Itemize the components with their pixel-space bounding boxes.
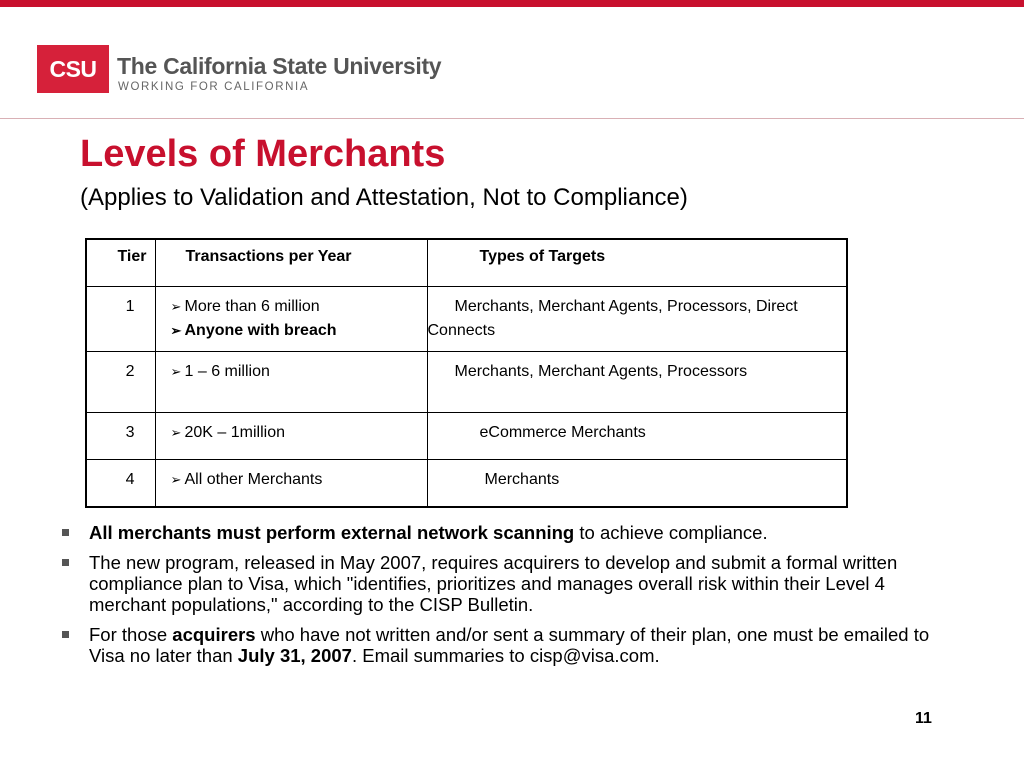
arrow-bullet-icon: ➢ (170, 364, 182, 379)
csu-logo-tagline: WORKING FOR CALIFORNIA (118, 81, 310, 93)
transaction-item: ➢ All other Merchants (171, 468, 419, 492)
tier-cell: 3 (86, 413, 155, 460)
square-bullet-icon (62, 529, 69, 536)
table-row (86, 352, 847, 413)
list-item: All merchants must perform external network scanning to achieve compliance. (62, 522, 952, 543)
arrow-bullet-icon: ➢ (170, 425, 182, 440)
transactions-cell (155, 287, 427, 352)
table-row (86, 460, 847, 508)
arrow-bullet-icon: ➢ (170, 472, 182, 487)
transaction-item: ➢ Anyone with breach (171, 319, 419, 343)
targets-cell: Merchants, Merchant Agents, Processors, Direct Connects (427, 287, 847, 352)
tier-cell: 1 (86, 287, 155, 352)
tier-cell: 2 (86, 352, 155, 413)
arrow-bullet-icon: ➢ (170, 323, 182, 338)
transactions-cell (155, 413, 427, 460)
merchant-levels-table (85, 238, 848, 508)
arrow-bullet-icon: ➢ (170, 299, 182, 314)
page-number: 11 (915, 710, 932, 727)
table-header-row (86, 239, 847, 287)
header-targets: Types of Targets (427, 239, 847, 287)
tier-cell: 4 (86, 460, 155, 508)
header-tier: Tier (86, 239, 155, 287)
slide-title: Levels of Merchants (80, 133, 446, 175)
header-divider (0, 118, 1024, 119)
square-bullet-icon (62, 559, 69, 566)
table-row (86, 287, 847, 352)
targets-cell: Merchants, Merchant Agents, Processors (427, 352, 847, 413)
transaction-item: ➢ More than 6 million (171, 295, 419, 319)
transactions-cell (155, 460, 427, 508)
csu-logo-name: The California State University (117, 53, 442, 79)
top-accent-bar (0, 0, 1024, 7)
list-item: For those acquirers who have not written and/or sent a summary of their plan, one must be emailed to Visa no later than July 31, 2007. Email summaries to cisp@visa.com. (62, 624, 952, 666)
transactions-cell (155, 352, 427, 413)
transaction-item: ➢ 20K – 1million (171, 421, 419, 445)
targets-cell: Merchants (427, 460, 847, 508)
csu-logo-mark: CSU (37, 45, 109, 93)
header-transactions: Transactions per Year (155, 239, 427, 287)
table-row (86, 413, 847, 460)
square-bullet-icon (62, 631, 69, 638)
transaction-item: ➢ 1 – 6 million (171, 360, 419, 384)
slide-subtitle: (Applies to Validation and Attestation, Not to Compliance) (80, 184, 688, 211)
bullet-list (62, 522, 952, 675)
list-item: The new program, released in May 2007, requires acquirers to develop and submit a formal written compliance plan to Visa, which "identifies, prioritizes and manages overall risk within their Level 4 merchant populations," according to the CISP Bulletin. (62, 552, 952, 615)
targets-cell: eCommerce Merchants (427, 413, 847, 460)
